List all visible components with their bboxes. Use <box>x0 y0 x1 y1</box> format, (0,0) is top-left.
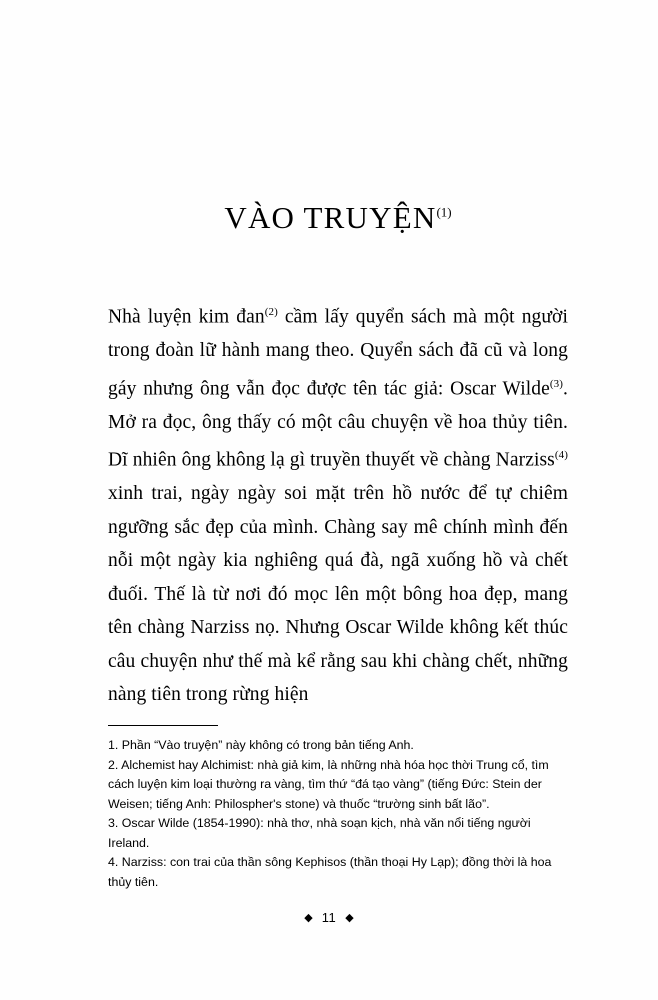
footnote-item: 3. Oscar Wilde (1854-1990): nhà thơ, nhà soạn kịch, nhà văn nổi tiếng người Ireland. <box>108 816 531 850</box>
ornament-right-icon: ◆ <box>345 912 354 924</box>
footnote-item: 4. Narziss: con trai của thần sông Kephisos (thần thoại Hy Lạp); đồng thời là hoa thủy tiên. <box>108 855 552 889</box>
page-title <box>108 200 568 236</box>
page-number: 11 <box>321 910 337 925</box>
footnote-list <box>108 736 568 892</box>
footnote-item: 2. Alchemist hay Alchimist: nhà giả kim, là những nhà hóa học thời Trung cổ, tìm cách luyện kim loại thường ra vàng, tìm thứ “đá tạo vàng” (tiếng Đức: Stein der Weisen; tiếng Anh: Philospher's stone) và thuốc “trường sinh bất lão”. <box>108 757 549 811</box>
page-content <box>108 200 568 712</box>
footnote-divider <box>108 725 218 726</box>
ornament-left-icon: ◆ <box>304 912 313 924</box>
chapter-title-text: VÀO TRUYỆN <box>224 200 437 235</box>
footnote-item: 1. Phần “Vào truyện” này không có trong bản tiếng Anh. <box>108 738 414 752</box>
chapter-title-footnote-marker: (1) <box>436 204 452 220</box>
page-footer <box>0 910 658 925</box>
body-paragraph: Nhà luyện kim đan$^{(2)}$ cầm lấy quyển sách mà một người trong đoàn lữ hành mang theo. Quyển sách đã cũ và long gáy nhưng ông vẫn đọc được tên tác giả: Oscar Wilde$^{(3)}$. Mở ra đọc, ông thấy có một câu chuyện về hoa thủy tiên. Dĩ nhiên ông không lạ gì truyền thuyết về chàng Narziss$^{(4)}$ xinh trai, ngày ngày soi mặt trên hồ nước để tự chiêm ngưỡng sắc đẹp của mình. Chàng say mê chính mình đến nỗi một ngày kia nghiêng quá đà, ngã xuống hồ và chết đuối. Thế là từ nơi đó mọc lên một bông hoa đẹp, mang tên chàng Narziss nọ. Nhưng Oscar Wilde không kết thúc câu chuyện như thế mà kể rằng sau khi chàng chết, những nàng tiên trong rừng hiện <box>108 306 568 705</box>
